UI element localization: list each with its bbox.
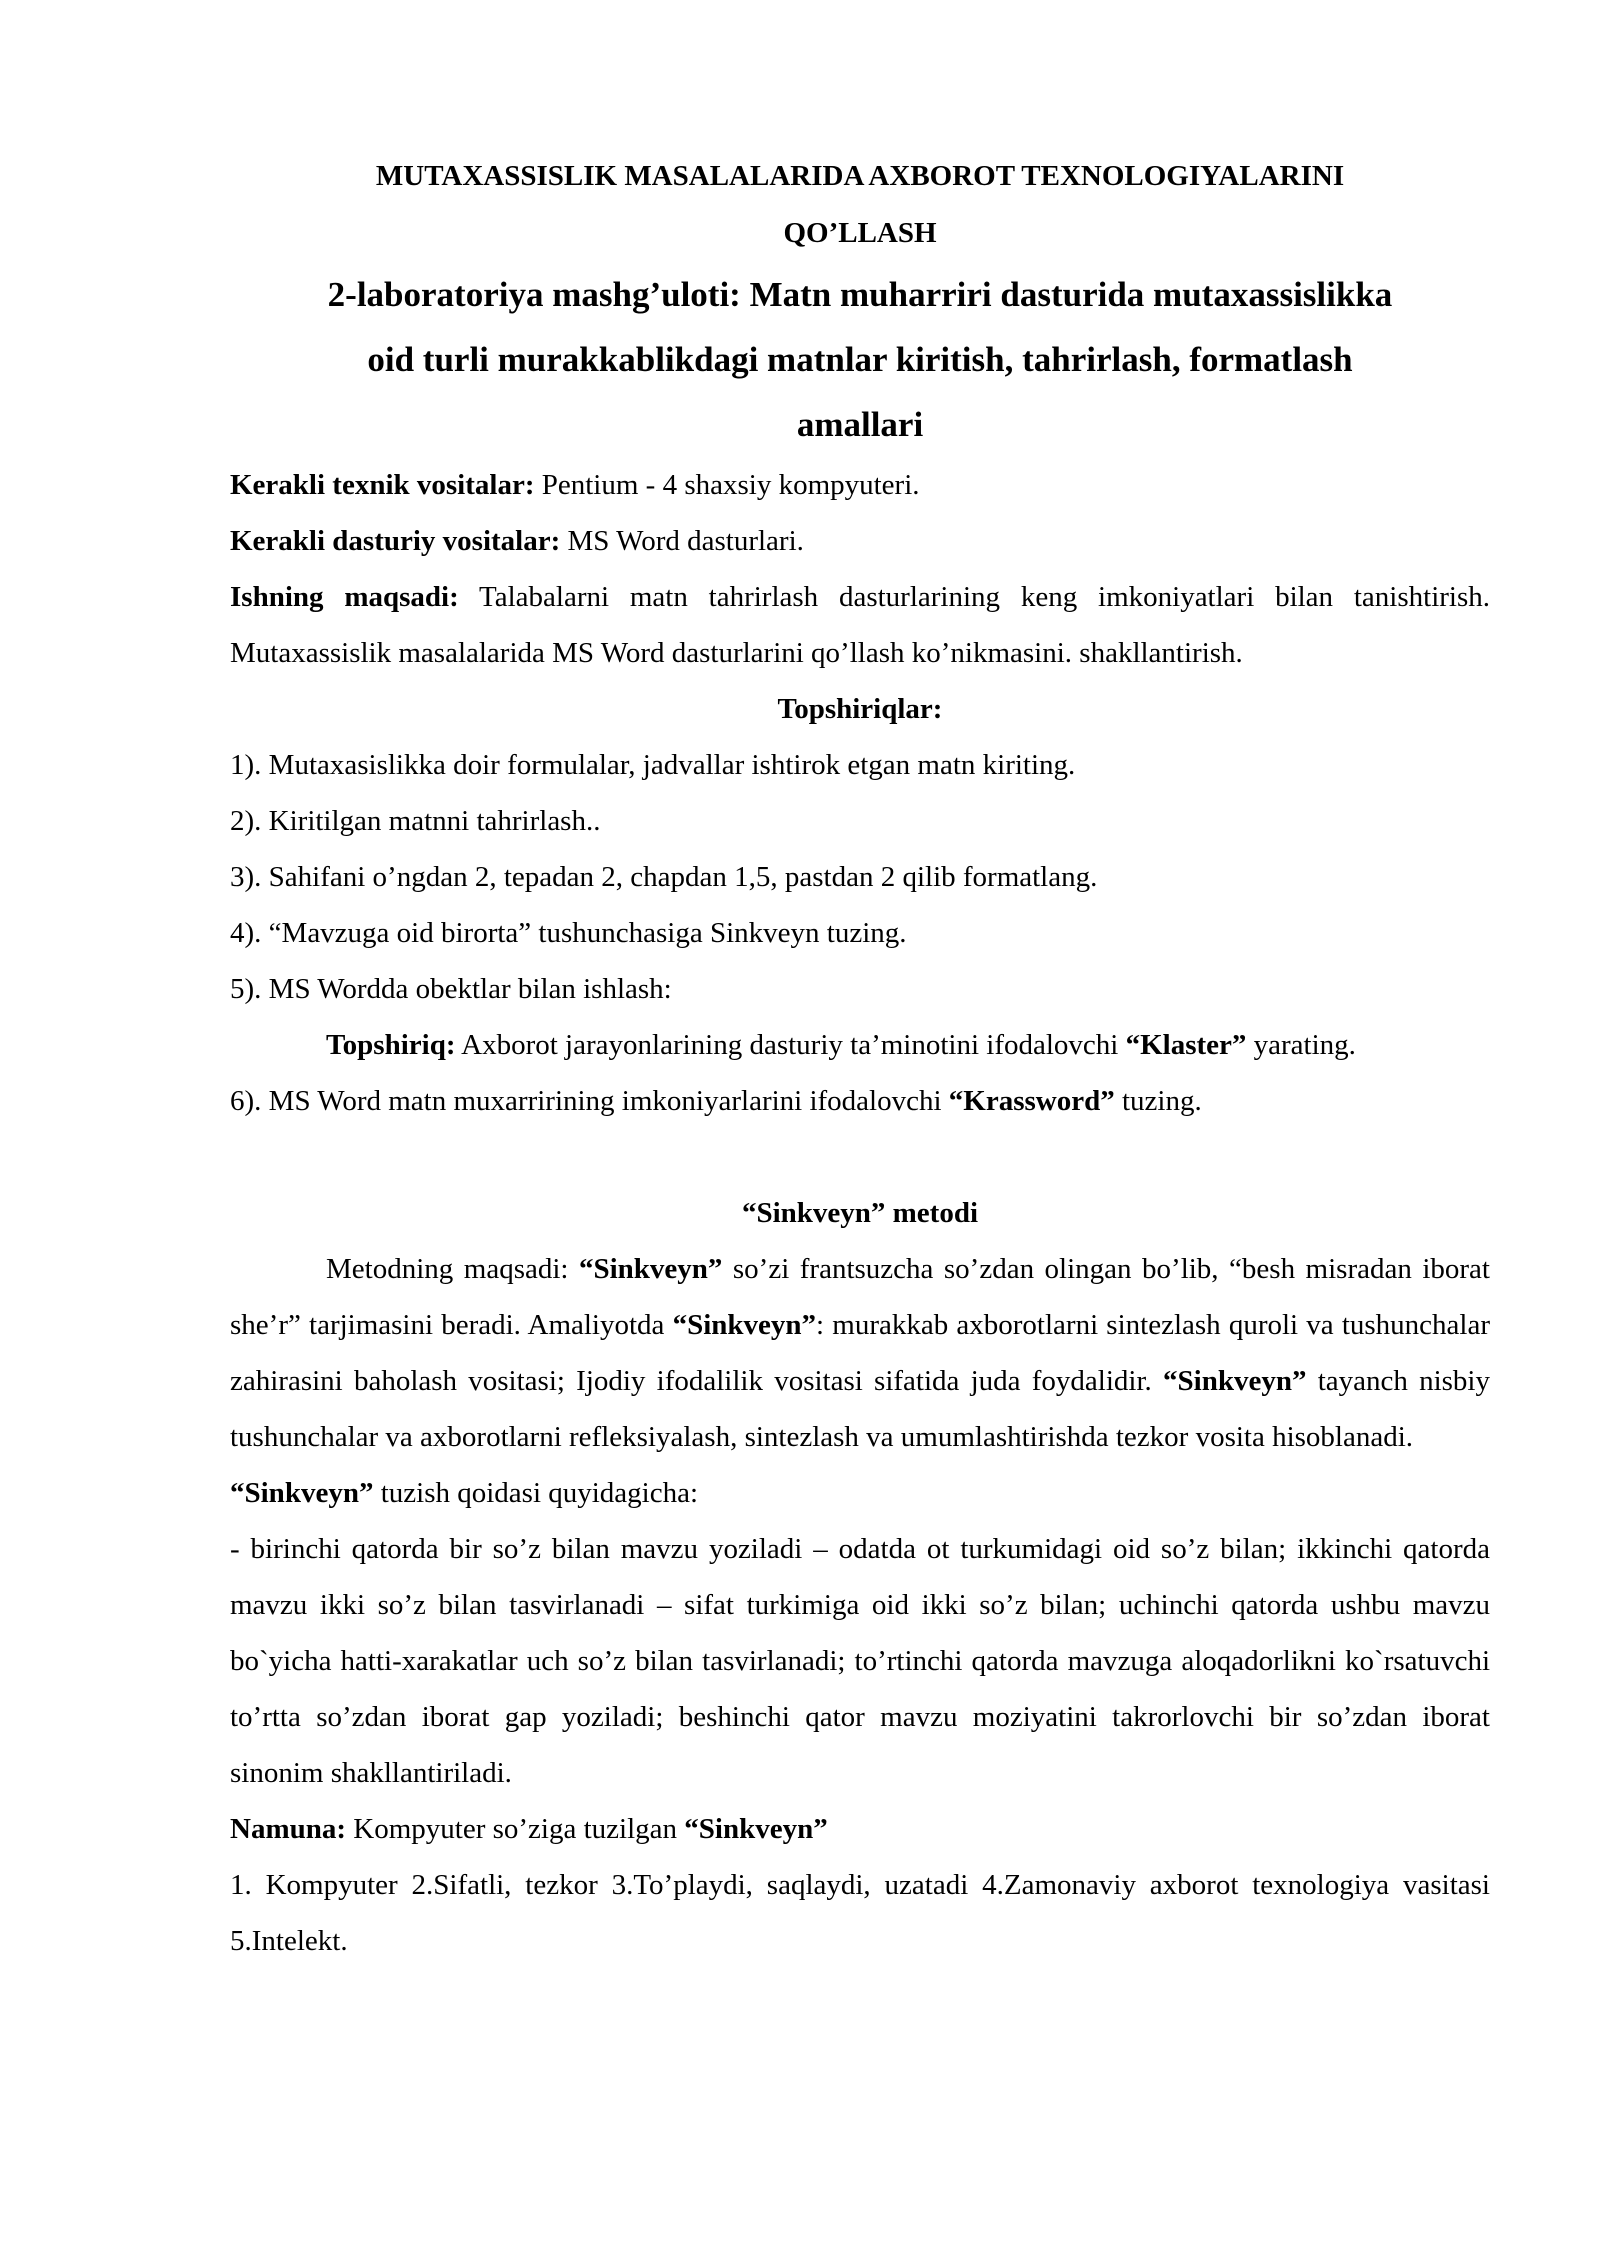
software-requirements: [230, 513, 1490, 569]
subtitle-line-1: 2-laboratoriya mashg’uloti: Matn muharriri dasturida mutaxassislikka: [327, 275, 1393, 314]
goal-value: Talabalarni matn tahrirlash dasturlarining keng imkoniyatlari bilan tanishtirish. Mutaxassislik masalalarida MS Word dasturlarini qo’llash ko’nikmasini. shakllantirish.: [230, 581, 1490, 669]
subtitle-line-2: oid turli murakkablikdagi matnlar kiritish, tahrirlash, formatlash: [367, 340, 1353, 379]
rule-heading: “Sinkveyn” tuzish qoidasi quyidagicha:: [230, 1477, 699, 1509]
example-list: 1. Kompyuter 2.Sifatli, tezkor 3.To’playdi, saqlaydi, uzatadi 4.Zamonaviy axborot texnologiya vasitasi 5.Intelekt.: [230, 1869, 1490, 1957]
task-5: 5). MS Wordda obektlar bilan ishlash:: [230, 973, 672, 1005]
tech-requirements: [230, 457, 1490, 513]
software-label: Kerakli dasturiy vositalar:: [230, 525, 561, 557]
example-label: Namuna:: [230, 1813, 347, 1845]
task-1: 1). Mutaxasislikka doir formulalar, jadvallar ishtirok etgan matn kiriting.: [230, 749, 1076, 781]
software-value: MS Word dasturlari.: [560, 525, 804, 557]
task-6: 6). MS Word matn muxarririning imkoniyarlarini ifodalovchi “Krassword” tuzing.: [230, 1085, 1202, 1117]
task-4: 4). “Mavzuga oid birorta” tushunchasiga Sinkveyn tuzing.: [230, 917, 907, 949]
title-line-1: MUTAXASSISLIK MASALALARIDA AXBOROT TEXNOLOGIYALARINI: [375, 160, 1345, 192]
tasks-heading: Topshiriqlar:: [777, 693, 943, 725]
document-page: [230, 148, 1490, 1969]
tech-label: Kerakli texnik vositalar:: [230, 469, 535, 501]
method-paragraph: Metodning maqsadi: “Sinkveyn” so’zi frantsuzcha so’zdan olingan bo’lib, “besh misradan iborat she’r” tarjimasini beradi. Amaliyotda “Sinkveyn”: murakkab axborotlarni sintezlash quroli va tushunchalar zahirasini baholash vositasi; Ijodiy ifodalilik vositasi sifatida juda foydalidir. “Sinkveyn” tayanch nisbiy tushunchalar va axborotlarni refleksiyalash, sintezlash va umumlashtirishda tezkor vosita hisoblanadi.: [230, 1253, 1490, 1453]
example-heading: Namuna: Kompyuter so’ziga tuzilgan “Sinkveyn”: [230, 1813, 828, 1845]
document-title: [230, 148, 1490, 262]
title-line-2: QO’LLASH: [783, 217, 937, 249]
lab-subtitle: [230, 262, 1490, 457]
goal-label: Ishning maqsadi:: [230, 581, 459, 613]
task-5-subtask: Topshiriq: Axborot jarayonlarining dasturiy ta’minotini ifodalovchi “Klaster” yarating.: [326, 1029, 1356, 1061]
task-2: 2). Kiritilgan matnni tahrirlash..: [230, 805, 601, 837]
subtitle-line-3: amallari: [796, 405, 924, 444]
method-heading: “Sinkveyn” metodi: [741, 1197, 979, 1229]
work-goal: [230, 569, 1490, 681]
task-3: 3). Sahifani o’ngdan 2, tepadan 2, chapdan 1,5, pastdan 2 qilib formatlang.: [230, 861, 1098, 893]
blank-line: [230, 1129, 1490, 1185]
tech-value: Pentium - 4 shaxsiy kompyuteri.: [534, 469, 920, 501]
subtask-label: Topshiriq:: [326, 1029, 456, 1061]
rule-body: - birinchi qatorda bir so’z bilan mavzu yoziladi – odatda ot turkumidagi oid so’z bilan; ikkinchi qatorda mavzu ikki so’z bilan tasvirlanadi – sifat turkimiga oid ikki so’z bilan; uchinchi qatorda ushbu mavzu bo`yicha hatti-xarakatlar uch so’z bilan tasvirlanadi; to’rtinchi qatorda mavzuga aloqadorlikni ko`rsatuvchi to’rtta so’zdan iborat gap yoziladi; beshinchi qator mavzu moziyatini takrorlovchi bir so’zdan iborat sinonim shakllantiriladi.: [230, 1533, 1490, 1789]
